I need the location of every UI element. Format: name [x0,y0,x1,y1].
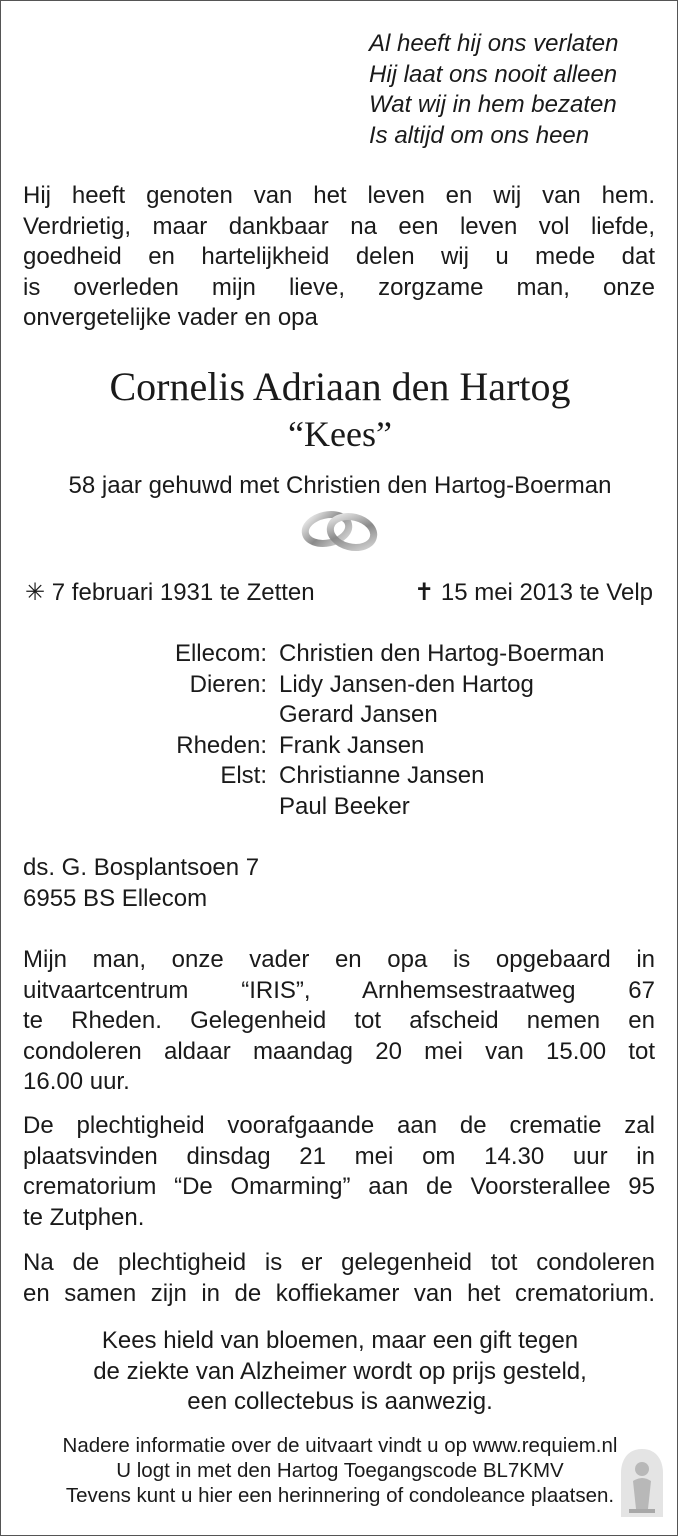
opgebaard-paragraph [23,945,655,1098]
family-member: Frank Jansen [279,731,425,759]
birth-date: 7 februari 1931 te Zetten [51,579,315,606]
footer-line: Tevens kunt u hier een herinnering of condoleance plaatsen. [65,1484,615,1507]
paragraph-line: Mijn man, onze vader en opa is opgebaard in [23,946,655,973]
family-row [101,700,605,731]
family-member: Lidy Jansen-den Hartog [279,670,534,698]
intro-line: Hij heeft genoten van het leven en wij van hem. [23,182,655,209]
intro-line: Verdrietig, maar dankbaar na een leven vol liefde, [23,212,655,240]
birth-line [25,578,315,608]
poem-line: Is altijd om ons heen [369,121,590,149]
paragraph-line: De plechtigheid voorafgaande aan de crematie zal [23,1112,655,1139]
death-line [414,578,653,608]
deceased-nickname: “Kees” [288,414,392,454]
marriage-line: 58 jaar gehuwd met Christien den Hartog-Boerman [68,472,612,499]
footer-info [1,1433,678,1508]
intro-line: goedheid en hartelijkheid delen wij u mede dat [23,243,655,270]
flowers-line: een collectebus is aanwezig. [187,1388,493,1415]
family-row [101,731,605,762]
home-address [23,853,259,914]
family-place: Elst: [220,762,267,789]
family-member: Christien den Hartog-Boerman [279,640,605,667]
family-member: Gerard Jansen [279,701,438,728]
family-place [101,700,279,731]
poem-line: Wat wij in hem bezaten [369,91,617,118]
deceased-name: Cornelis Adriaan den Hartog [109,364,571,409]
intro-line: onvergetelijke vader en opa [23,304,318,331]
footer-line: U logt in met den Hartog Toegangscode BL7KMV [116,1459,564,1482]
requiem-logo-icon [617,1447,667,1523]
flowers-line: Kees hield van bloemen, maar een gift tegen [101,1327,579,1354]
paragraph-line: 16.00 uur. [23,1068,130,1095]
family-place: Rheden: [176,731,267,759]
footer-line: Nadere informatie over de uitvaart vindt u op www.requiem.nl [62,1434,618,1457]
family-place [101,792,279,823]
family-row [101,761,605,792]
family-row [101,792,605,823]
death-cross-icon: ✝ [414,579,435,606]
condoleren-paragraph [23,1248,655,1309]
address-line: 6955 BS Ellecom [23,884,208,912]
paragraph-line: condoleren aldaar maandag 20 mei van 15.00 tot [23,1037,655,1065]
poem [369,29,618,151]
family-list [101,639,605,822]
family-row [101,639,605,670]
poem-line: Al heeft hij ons verlaten [369,30,619,57]
paragraph-line: te Zutphen. [23,1203,145,1231]
family-place: Dieren: [189,670,267,698]
poem-line: Hij laat ons nooit alleen [369,60,618,88]
flowers-notice [1,1326,678,1418]
paragraph-line: Na de plechtigheid is er gelegenheid tot condoleren [23,1249,655,1276]
birth-star-icon: ✳ [25,579,46,606]
family-row [101,670,605,701]
family-place: Ellecom: [174,640,267,667]
paragraph-line: uitvaartcentrum “IRIS”, Arnhemsestraatweg 67 [23,976,655,1004]
paragraph-line: te Rheden. Gelegenheid tot afscheid nemen en [23,1007,655,1034]
intro-line: is overleden mijn lieve, zorgzame man, onze [23,273,655,301]
paragraph-line: plaatsvinden dinsdag 21 mei om 14.30 uur in [23,1142,655,1170]
address-line: ds. G. Bosplantsoen 7 [23,854,260,881]
family-member: Christianne Jansen [279,762,485,789]
paragraph-line: en samen zijn in de koffiekamer van het crematorium. [23,1279,655,1307]
paragraph-line: crematorium “De Omarming” aan de Voorsterallee 95 [23,1173,655,1200]
plechtigheid-paragraph [23,1111,655,1233]
flowers-line: de ziekte van Alzheimer wordt op prijs gesteld, [93,1357,587,1385]
intro-paragraph [23,181,655,334]
family-member: Paul Beeker [279,792,410,820]
death-date: 15 mei 2013 te Velp [440,579,653,606]
wedding-rings-icon [297,505,383,555]
